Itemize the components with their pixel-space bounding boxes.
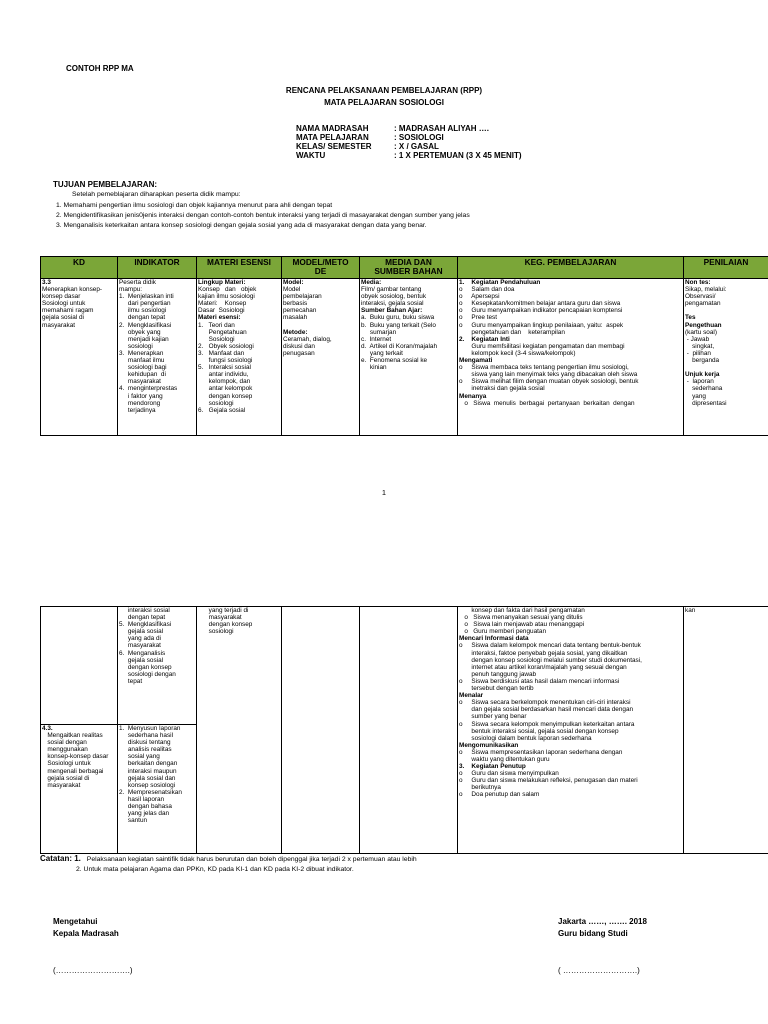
materi-line: fungsi sosiologi	[198, 357, 253, 365]
materi-line: antar kelompok	[198, 385, 253, 393]
kegiatan-line: inetraksi dan gejala sosial	[459, 385, 545, 393]
penilaian-cell	[684, 279, 768, 436]
kd-line: konsep-konsep dasar	[42, 753, 109, 761]
kd-line: sosial dengan	[42, 739, 87, 747]
header-model: MODEL/METO DE	[282, 257, 360, 279]
model-line: masalah	[283, 314, 308, 322]
indikator-line: dengan bahasa	[119, 803, 172, 811]
kegiatan-line: o Siswa secara kelompok menyimpulkan keterkaitan antara	[459, 720, 635, 728]
identity-value: : X / GASAL	[394, 142, 439, 151]
objectives-list	[56, 201, 470, 231]
indikator-line: i faktor yang	[119, 392, 163, 400]
indikator-line: Peserta didik	[119, 279, 156, 286]
identity-block	[296, 124, 522, 160]
kegiatan-line: o Siswa dalam kelompok mencari data tentang bentuk-bentuk	[459, 642, 641, 650]
materi-line: Lingkup Materi:	[198, 279, 246, 286]
kegiatan-line: sosiologi dalam bentuk laporan sederhana	[459, 734, 592, 742]
kegiatan-line: pengetahuan dan keterampilan	[459, 328, 565, 336]
kegiatan-line: Menalar	[459, 692, 484, 700]
note-1: Pelaksanaan kegiatan saintifik tidak harus berurutan dan boleh dipenggal jika terjadi 2 x pertemuan atau lebih	[86, 856, 417, 863]
kegiatan-line: dengan konsep sosiologi melalui sumber studi dokumentasi,	[459, 656, 642, 664]
document-subtitle: MATA PELAJARAN SOSIOLOGI	[324, 98, 444, 107]
indikator-line: tepat	[119, 677, 143, 685]
materi-line: 6. Gejala sosial	[198, 406, 246, 414]
kegiatan-line: o Guru memberi penguatan	[459, 628, 547, 636]
penilaian-line: Sikap, melalui:	[685, 286, 727, 294]
rpp-table-page2	[40, 606, 768, 854]
materi-line: sosiologi	[198, 628, 234, 636]
penilaian-line: kan	[685, 607, 696, 614]
indikator-line: gejala sosial	[119, 656, 164, 664]
signature-right-name: ( ……………………….)	[558, 966, 640, 975]
kegiatan-line: o Guru menyampaikan indikator pencapaian komptensi	[459, 307, 623, 315]
kegiatan-line: 3. Kegiatan Penutup	[459, 763, 526, 771]
indikator-line: terjadinya	[119, 406, 156, 414]
indikator-line: yang ada di	[119, 635, 161, 643]
model-cell	[282, 607, 360, 854]
header-media: MEDIA DAN SUMBER BAHAN	[360, 257, 458, 279]
kegiatan-line: o Siswa secara berkelompok menentukan ciri-ciri interaksi	[459, 699, 631, 707]
signature-left-name: (……………………….)	[53, 966, 133, 975]
indikator-line: diskusi tentang	[119, 739, 171, 747]
media-line: kinian	[361, 364, 387, 372]
penilaian-line: - laporan	[685, 378, 714, 386]
kegiatan-line: 2. Kegiatan Inti	[459, 335, 510, 343]
document-label: CONTOH RPP MA	[66, 64, 134, 73]
indikator-line: dengan tepat	[119, 314, 166, 322]
kd-line: gejala sosial di	[42, 314, 84, 322]
indikator-line: interaksi sosial	[119, 607, 170, 614]
indikator-line: berkaitan dengan	[119, 760, 178, 768]
model-line: pemecahan	[283, 307, 317, 315]
materi-cell	[197, 279, 282, 436]
indikator-line: masyarakat	[119, 378, 161, 386]
objectives-heading: TUJUAN PEMBELAJARAN:	[53, 180, 158, 189]
signature-right-line1: Jakarta ……, ……. 2018	[558, 917, 647, 926]
penilaian-line: pengamatan	[685, 300, 721, 308]
media-line: a. Buku guru, buku siswa	[361, 314, 435, 322]
kegiatan-line: o Kesepkatan/komitmen belajar antara guru dan siswa	[459, 300, 621, 308]
media-line: sumarjan	[361, 328, 397, 336]
materi-line: yang terjadi di	[198, 607, 249, 614]
header-materi: MATERI ESENSI	[197, 257, 282, 279]
kd-line: menggunakan	[42, 746, 88, 754]
signature-left-line2: Kepala Madrasah	[53, 929, 119, 938]
kegiatan-line: o Doa penutup dan salam	[459, 791, 540, 799]
indikator-line: masyarakat	[119, 642, 161, 650]
kegiatan-line: o Siswa berdiskusi atas hasil dalam mencari informasi	[459, 677, 620, 685]
model-line: pembelajaran	[283, 293, 322, 301]
kegiatan-line: Mengomunikasikan	[459, 741, 519, 749]
indikator-line: interaksi maupun	[119, 767, 177, 775]
kegiatan-line: sumber yang benar	[459, 713, 527, 721]
signature-left-line1: Mengetahui	[53, 917, 98, 926]
kd-line: masyarakat	[42, 321, 76, 329]
indikator-line: sosiologi dengan	[119, 670, 176, 678]
kegiatan-line: o Apersepsi	[459, 293, 500, 301]
objectives-intro: Setelah pemeblajaran diharapkan peserta didik mampu:	[72, 191, 241, 198]
media-line: Film/ gambar tentang	[361, 286, 422, 294]
indikator-line: sosial yang	[119, 753, 160, 761]
media-line: obyek sosiolog, bentuk	[361, 293, 427, 301]
identity-key: MATA PELAJARAN	[296, 133, 369, 142]
kegiatan-cell	[458, 607, 684, 854]
model-cell	[282, 279, 360, 436]
kd-line: Sosiologi untuk	[42, 300, 86, 308]
kegiatan-line: siswa yang lain menyimak teks yang dibacakan oleh siswa	[459, 371, 638, 379]
penilaian-line	[685, 364, 767, 371]
kegiatan-line: o Siswa mempresentasikan laporan sederhana dengan	[459, 748, 623, 756]
page-number: 1	[381, 488, 387, 497]
indikator-line: 2. Mengklasifikasi	[119, 321, 172, 329]
kd-line: Mengaitkan realitas	[42, 732, 103, 740]
model-line: Model	[283, 286, 301, 294]
kd-cell	[41, 279, 118, 436]
penilaian-line: Observasi/	[685, 293, 716, 301]
indikator-line: kehidupan di	[119, 371, 166, 379]
rpp-table-page1	[40, 256, 768, 436]
indikator-line: sosiologi	[119, 342, 153, 350]
kd-line: konsep dasar	[42, 293, 81, 301]
kd-line: mengenali berbagai	[42, 767, 104, 775]
materi-line: Sosiologi	[198, 335, 235, 343]
kd-line: Menerapkan konsep-	[42, 286, 103, 294]
materi-line: Materi esensi:	[198, 314, 241, 322]
indikator-line: manfaat ilmu	[119, 357, 165, 365]
indikator-line: dengan tepat	[119, 614, 166, 622]
materi-line: 2. Obyek sosiologi	[198, 342, 254, 350]
indikator-cell	[118, 725, 197, 854]
kd-line: 3.3	[42, 279, 51, 286]
indikator-line: menjadi kajian	[119, 335, 169, 343]
media-line: interaksi, gejala sosial	[361, 300, 424, 308]
indikator-line: 1. Menyusun laporan	[119, 725, 181, 732]
identity-key: NAMA MADRASAH	[296, 124, 369, 133]
indikator-line: 1. Menjelaskan inti	[119, 293, 174, 301]
materi-line: 3. Manfaat dan	[198, 349, 245, 357]
kegiatan-line: penuh tanggung jawab	[459, 670, 537, 678]
penilaian-line: Pengethuan	[685, 321, 722, 329]
model-line: Metode:	[283, 328, 308, 336]
materi-line: Dasar Sosiologi	[198, 307, 245, 315]
indikator-line: sosiologi bagi	[119, 364, 167, 372]
header-penilaian: PENILAIAN	[684, 257, 768, 279]
indikator-line: sederhana hasil	[119, 732, 173, 740]
materi-line: dengan konsep	[198, 392, 253, 400]
materi-line: 1. Teori dan	[198, 321, 235, 329]
kd-cell	[41, 607, 118, 725]
materi-line: Materi: Konsep	[198, 300, 247, 308]
materi-line: 5. Interaksi sosial	[198, 364, 251, 372]
kegiatan-line: 1. Kegiatan Pendahuluan	[459, 279, 541, 286]
penilaian-line: Non tes:	[685, 279, 711, 286]
kegiatan-line: o Salam dan doa	[459, 286, 515, 294]
kegiatan-line: o Pree test	[459, 314, 498, 322]
model-line: penugasan	[283, 349, 315, 357]
kegiatan-line: internet atau artikel koran/majalah yang sesuai dengan	[459, 663, 627, 671]
media-line: Sumber Bahan Ajar:	[361, 307, 423, 315]
model-line: Model:	[283, 279, 304, 286]
kegiatan-line: bentuk interaksi sosial, gejala sosial dengan konsep	[459, 727, 619, 735]
kegiatan-line: o Siswa melihat filim dengan muatan obyek sosiologi, bentuk	[459, 378, 639, 386]
kegiatan-line: o Guru menyampaikan lingkup penilaiaan, yaitu: aspek	[459, 321, 624, 329]
identity-key: KELAS/ SEMESTER	[296, 142, 372, 151]
materi-line: antar individu,	[198, 371, 249, 379]
objective-item: 2. Mengidentifikasikan jenis0jenis interaksi dengan contoh-contoh bentuk interaksi yang terjadi di masayarakat dengan sumber yang jelas	[56, 212, 470, 219]
identity-value: : 1 X PERTEMUAN (3 X 45 MENIT)	[394, 151, 522, 160]
penilaian-line: singkat,	[685, 342, 715, 350]
indikator-line: analisis realitas	[119, 746, 172, 754]
penilaian-cell	[684, 607, 768, 854]
materi-line: kajian ilmu sosiologi	[198, 293, 255, 301]
identity-key: WAKTU	[296, 151, 326, 160]
kegiatan-line: berikutnya	[459, 784, 501, 792]
penilaian-line: (kartu soal)	[685, 328, 717, 336]
materi-line: sosiologi	[198, 399, 234, 407]
kegiatan-line: interaksi, faktoe penyebab gejala sosial, yang dikaitkan	[459, 649, 628, 657]
kegiatan-line: tersebut dengan tertib	[459, 685, 534, 693]
media-line: d. Artikel di Koran/majalah	[361, 342, 438, 350]
model-line: Ceramah, dialog,	[283, 335, 332, 343]
kegiatan-line: Menanya	[459, 392, 487, 400]
indikator-cell	[118, 607, 197, 725]
indikator-cell	[118, 279, 197, 436]
media-cell	[360, 607, 458, 854]
penilaian-line: sederhana	[685, 385, 723, 393]
indikator-line: 2. Mempresenatsikan	[119, 788, 182, 796]
kd-line: gejala sosial di	[42, 774, 90, 782]
header-indikator: INDIKATOR	[118, 257, 197, 279]
identity-value: : SOSIOLOGI	[394, 133, 444, 142]
model-line: diskusi dan	[283, 342, 315, 350]
kd-line: Sosiologi untuk	[42, 760, 91, 768]
kegiatan-line: o Guru dan siswa melakukan refleksi, penugasan dan materi	[459, 777, 638, 785]
note-2: 2. Untuk mata pelajaran Agama dan PPKn, KD pada KI-1 dan KD pada KI-2 dibuat indikator.	[76, 866, 354, 873]
indikator-line: dengan konsep	[119, 663, 172, 671]
notes-label: Catatan: 1.	[40, 854, 81, 863]
indikator-line: obyek yang	[119, 328, 161, 336]
indikator-line: yang jelas dan	[119, 810, 170, 818]
kegiatan-line: Guru memfsilitasi kegiatan pengamatan dan membagi	[459, 342, 625, 350]
identity-value: : MADRASAH ALIYAH ….	[394, 124, 489, 133]
materi-cell	[197, 607, 282, 854]
indikator-line: konsep sosiologi	[119, 781, 176, 789]
objective-item: 1. Memahami pengertian ilmu sosiologi dan objek kajiannya menurut para ahli dengan tepat	[56, 202, 333, 209]
kd-line: 4.3.	[42, 725, 53, 732]
kegiatan-line: o Siswa menanyakan sesuai yang ditulis	[459, 614, 583, 622]
kd-cell	[41, 725, 118, 854]
indikator-line: mampu:	[119, 286, 143, 294]
indikator-line: mendorong	[119, 399, 161, 407]
materi-line: Pengetahuan	[198, 328, 247, 336]
objective-item: 3. Menganalisis keterkaitan antara konsep sosiologi dengan gejala sosial yang ada di masyarakat dengan data yang benar.	[56, 222, 427, 229]
penilaian-line: Tes	[685, 314, 696, 322]
kegiatan-line: konsep dan fakta dari hasil pengamatan	[459, 607, 585, 614]
penilaian-line: - pilihan	[685, 349, 711, 357]
notes	[40, 855, 417, 863]
kegiatan-cell	[458, 279, 684, 436]
document-title: RENCANA PELAKSANAAN PEMBELAJARAN (RPP)	[285, 86, 483, 95]
model-line: berbasis	[283, 300, 308, 308]
kegiatan-line: o Siswa lain menjawab atau menanggapi	[459, 621, 585, 629]
penilaian-line	[685, 307, 767, 314]
materi-line: dengan konsep	[198, 621, 253, 629]
indikator-line: gejala sosial	[119, 628, 164, 636]
indikator-line: 5. Mengklasifikasi	[119, 621, 172, 629]
materi-line: kelompok, dan	[198, 378, 251, 386]
materi-line: masyarakat	[198, 614, 242, 622]
kegiatan-line: o Siswa menulis berbagai pertanyaan berkaitan dengan	[459, 399, 635, 407]
indikator-line: 3. Menerapkan	[119, 349, 164, 357]
penilaian-line: berganda	[685, 357, 720, 365]
indikator-line: santun	[119, 817, 148, 825]
indikator-line: gejala sosial dan	[119, 774, 176, 782]
media-line: Media:	[361, 279, 382, 286]
kegiatan-line: kelompok kecil (3-4 siswa/kelompok)	[459, 349, 576, 357]
indikator-line: 4. menginterprestas	[119, 385, 178, 393]
header-kd: KD	[41, 257, 118, 279]
kd-line: memahami ragam	[42, 307, 94, 315]
media-cell	[360, 279, 458, 436]
header-kegiatan: KEG. PEMBELAJARAN	[458, 257, 684, 279]
kegiatan-line: o Siswa membaca teks tentang pengertian ilmu sosiologi,	[459, 364, 629, 372]
penilaian-line: - Jawab	[685, 335, 710, 343]
materi-line: Konsep dan objek	[198, 286, 257, 294]
indikator-line: ilmu sosiologi	[119, 307, 167, 315]
signature-right-line2: Guru bidang Studi	[558, 929, 628, 938]
indikator-line: 6. Menganalisis	[119, 649, 166, 657]
indikator-line: dari pengertian	[119, 300, 171, 308]
penilaian-line: dipresentasi	[685, 399, 727, 407]
model-line	[283, 322, 358, 329]
indikator-line: hasil laporan	[119, 795, 165, 803]
media-line: e. Fenomena sosial ke	[361, 357, 428, 365]
kd-line: masyarakat	[42, 781, 81, 789]
kegiatan-line: o Guru dan siswa menyimpulkan	[459, 770, 559, 778]
media-line: yang terkait	[361, 349, 403, 357]
kegiatan-line: waktu yang ditentukan guru	[459, 755, 550, 763]
media-line: b. Buku yang terkait (Selo	[361, 321, 436, 329]
kegiatan-line: dan gejala sosial berdasarkan hasil mencari data dengan	[459, 706, 634, 714]
penilaian-line: Unjuk kerja	[685, 371, 720, 379]
penilaian-line: yang	[685, 392, 706, 400]
kegiatan-line: Mengamati	[459, 357, 493, 365]
kegiatan-line: Mencari Informasi data	[459, 635, 529, 643]
media-line: c. Internet	[361, 335, 392, 343]
